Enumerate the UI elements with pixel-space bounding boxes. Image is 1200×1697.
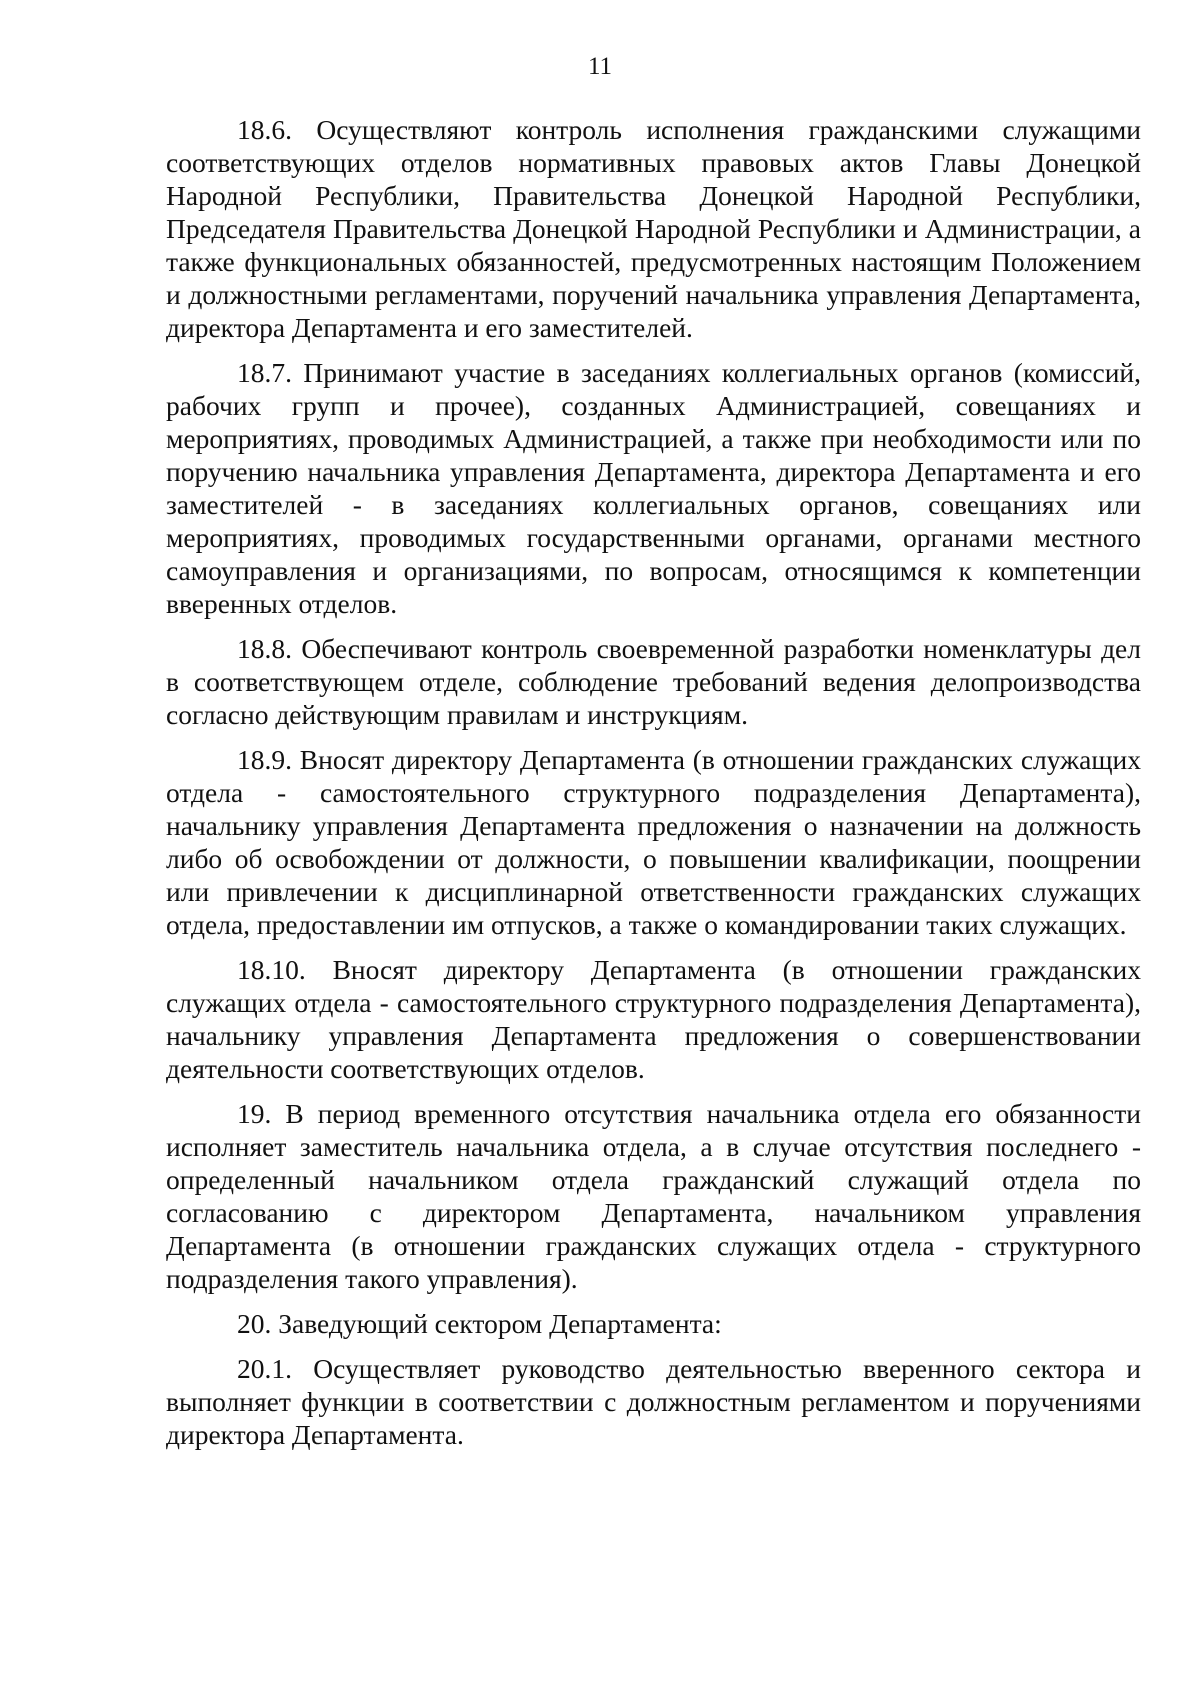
paragraph-20: 20. Заведующий сектором Департамента:: [237, 1308, 722, 1339]
paragraph-19: 19. В период временного отсутствия начальника отдела его обязанности исполняет заместитель начальника отдела, а в случае отсутствия последнего - определенный начальником отдела гражданский служащий отдела по согласованию с директором Департамента, начальником управления Департамента (в отношении гражданских служащих отдела - структурного подразделения такого управления).: [166, 1098, 1141, 1294]
page-number: 11: [587, 53, 613, 80]
paragraph-18-7: 18.7. Принимают участие в заседаниях коллегиальных органов (комиссий, рабочих групп и прочее), созданных Администрацией, совещаниях и мероприятиях, проводимых Администрацией, а также при необходимости или по поручению начальника управления Департамента, директора Департамента и его заместителей - в заседаниях коллегиальных органов, совещаниях или мероприятиях, проводимых государственными органами, органами местного самоуправления и организациями, по вопросам, относящимся к компетенции вверенных отделов.: [166, 357, 1141, 619]
paragraph-18-8: 18.8. Обеспечивают контроль своевременной разработки номенклатуры дел в соответствующем отделе, соблюдение требований ведения делопроизводства согласно действующим правилам и инструкциям.: [166, 633, 1141, 730]
paragraph-20-1: 20.1. Осуществляет руководство деятельностью вверенного сектора и выполняет функции в соответствии с должностным регламентом и поручениями директора Департамента.: [166, 1353, 1141, 1450]
paragraph-18-6: 18.6. Осуществляют контроль исполнения гражданскими служащими соответствующих отделов нормативных правовых актов Главы Донецкой Народной Республики, Правительства Донецкой Народной Республики, Председателя Правительства Донецкой Народной Республики и Администрации, а также функциональных обязанностей, предусмотренных настоящим Положением и должностными регламентами, поручений начальника управления Департамента, директора Департамента и его заместителей.: [166, 114, 1141, 343]
document-body: [166, 113, 1141, 1451]
paragraph-18-9: 18.9. Вносят директору Департамента (в отношении гражданских служащих отдела - самостоятельного структурного подразделения Департамента), начальнику управления Департамента предложения о назначении на должность либо об освобождении от должности, о повышении квалификации, поощрении или привлечении к дисциплинарной ответственности гражданских служащих отдела, предоставлении им отпусков, а также о командировании таких служащих.: [166, 744, 1141, 940]
paragraph-18-10: 18.10. Вносят директору Департамента (в отношении гражданских служащих отдела - самостоятельного структурного подразделения Департамента), начальнику управления Департамента предложения о совершенствовании деятельности соответствующих отделов.: [166, 954, 1141, 1084]
